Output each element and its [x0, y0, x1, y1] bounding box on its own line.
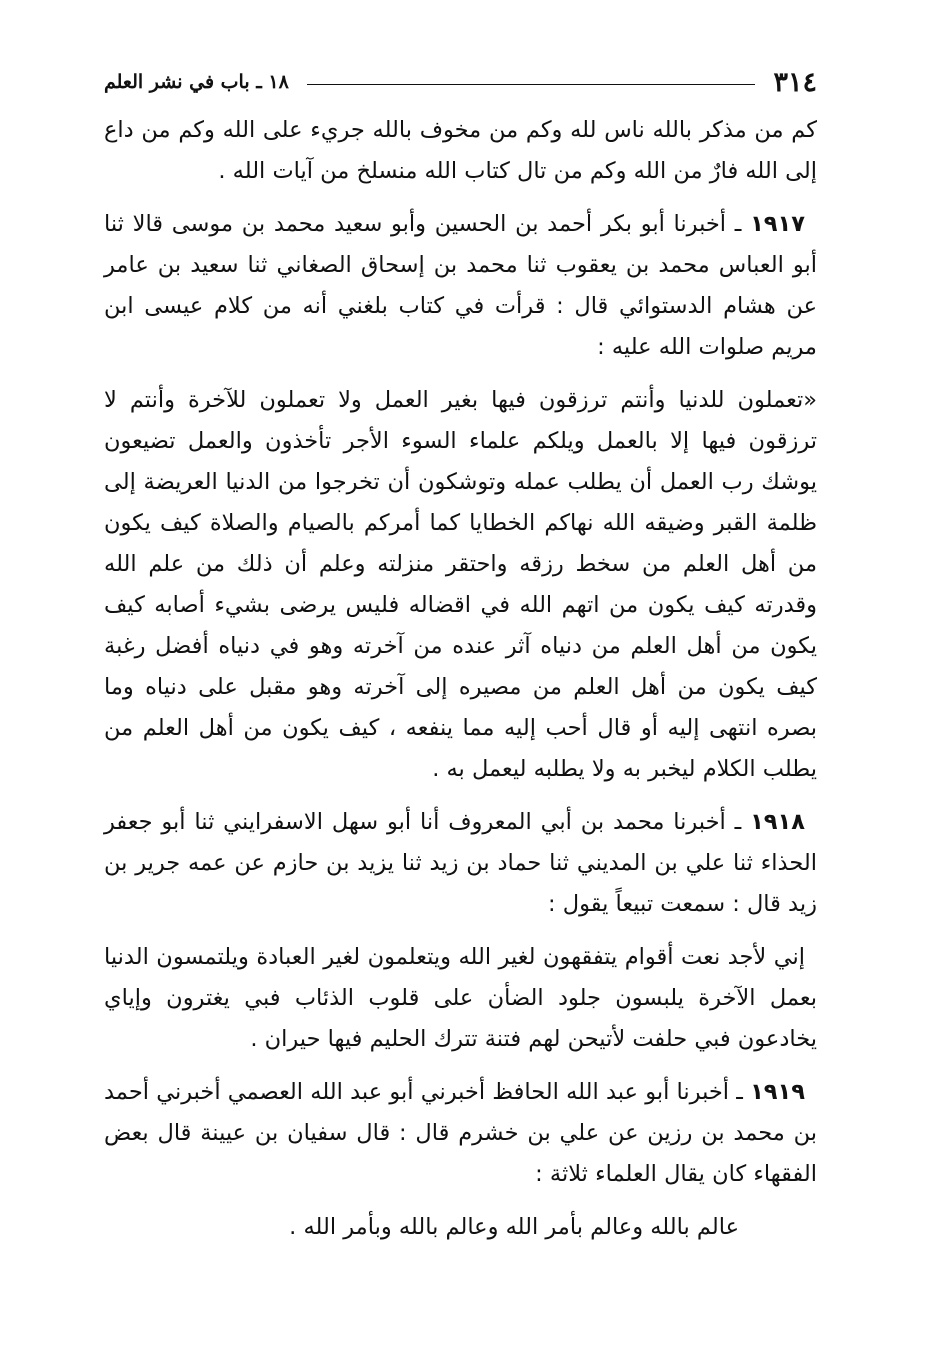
hadith-number: ١٩١٧ — [750, 211, 805, 237]
chapter-title: ١٨ ـ باب في نشر العلم — [104, 71, 289, 93]
paragraph-text: ـ أخبرنا أبو عبد الله الحافظ أخبرني أبو عبد الله العصمي أخبرني أحمد بن محمد بن رزين عن علي بن خشرم قال : قال سفيان بن عيينة قال بعض الفقهاء كان يقال العلماء ثلاثة : — [104, 1079, 817, 1187]
header-rule — [307, 84, 756, 85]
paragraph-text: «تعملون للدنيا وأنتم ترزقون فيها بغير العمل ولا تعملون للآخرة وأنتم لا ترزقون فيها إلا بالعمل ويلكم علماء السوء الأجر تأخذون والعمل تضيعون يوشك رب العمل أن يطلب عمله وتوشكون أن تخرجوا من الدنيا العريضة إلى ظلمة القبر وضيقه الله نهاكم الخطايا كما أمركم بالصيام والصلاة كيف يكون من أهل العلم من سخط رزقه واحتقر منزلته وعلم أن ذلك من علم الله وقدرته كيف يكون من اتهم الله في اقضاله فليس يرضى بشيء أصابه كيف يكون من أهل العلم من دنياه آثر عنده من آخرته وهو في دنياه أفضل رغبة كيف يكون من أهل العلم من مصيره إلى آخرته وهو مقبل على دنياه وما بصره انتهى إليه أو قال أحب إليه مما ينفعه ، كيف يكون من أهل العلم من يطلب الكلام ليخبر به ولا يطلبه ليعمل به . — [104, 387, 817, 782]
hadith-1918 — [104, 802, 817, 925]
quoted-text-isa — [104, 380, 817, 790]
paragraph-text: ـ أخبرنا أبو بكر أحمد بن الحسين وأبو سعيد محمد بن موسى قالا ثنا أبو العباس محمد بن يعقوب ثنا محمد بن إسحاق الصغاني ثنا سعيد بن عامر عن هشام الدستوائي قال : قرأت في كتاب بلغني أنه من كلام عيسى ابن مريم صلوات الله عليه : — [104, 211, 817, 360]
hadith-number: ١٩١٨ — [750, 809, 805, 835]
quoted-text-tubay — [104, 937, 817, 1060]
paragraph-1 — [104, 110, 817, 192]
hadith-1919 — [104, 1072, 817, 1195]
running-header — [104, 60, 817, 104]
hadith-number: ١٩١٩ — [750, 1079, 805, 1105]
hadith-1917 — [104, 204, 817, 368]
paragraph-text: كم من مذكر بالله ناس لله وكم من مخوف بالله جريء على الله وكم من داع إلى الله فارٌ من الله وكم من تال كتاب الله منسلخ من آيات الله . — [104, 117, 817, 184]
paragraph-text: إني لأجد نعت أقوام يتفقهون لغير الله ويتعلمون لغير العبادة ويلتمسون الدنيا بعمل الآخرة يلبسون جلود الضأن على قلوب الذئاب فبي يغترون وإياي يخادعون فبي حلفت لأتيحن لهم فتنة تترك الحليم فيها حيران . — [104, 944, 817, 1052]
page-body — [104, 110, 817, 1248]
paragraph-text: عالم بالله وعالم بأمر الله وعالم بالله وبأمر الله . — [289, 1214, 739, 1240]
closing-line — [104, 1207, 817, 1248]
page-number: ٣١٤ — [773, 66, 817, 98]
paragraph-text: ـ أخبرنا محمد بن أبي المعروف أنا أبو سهل الاسفرايني ثنا أبو جعفر الحذاء ثنا علي بن المديني ثنا حماد بن زيد ثنا يزيد بن حازم عن عمه جرير بن زيد قال : سمعت تبيعاً يقول : — [104, 809, 817, 917]
